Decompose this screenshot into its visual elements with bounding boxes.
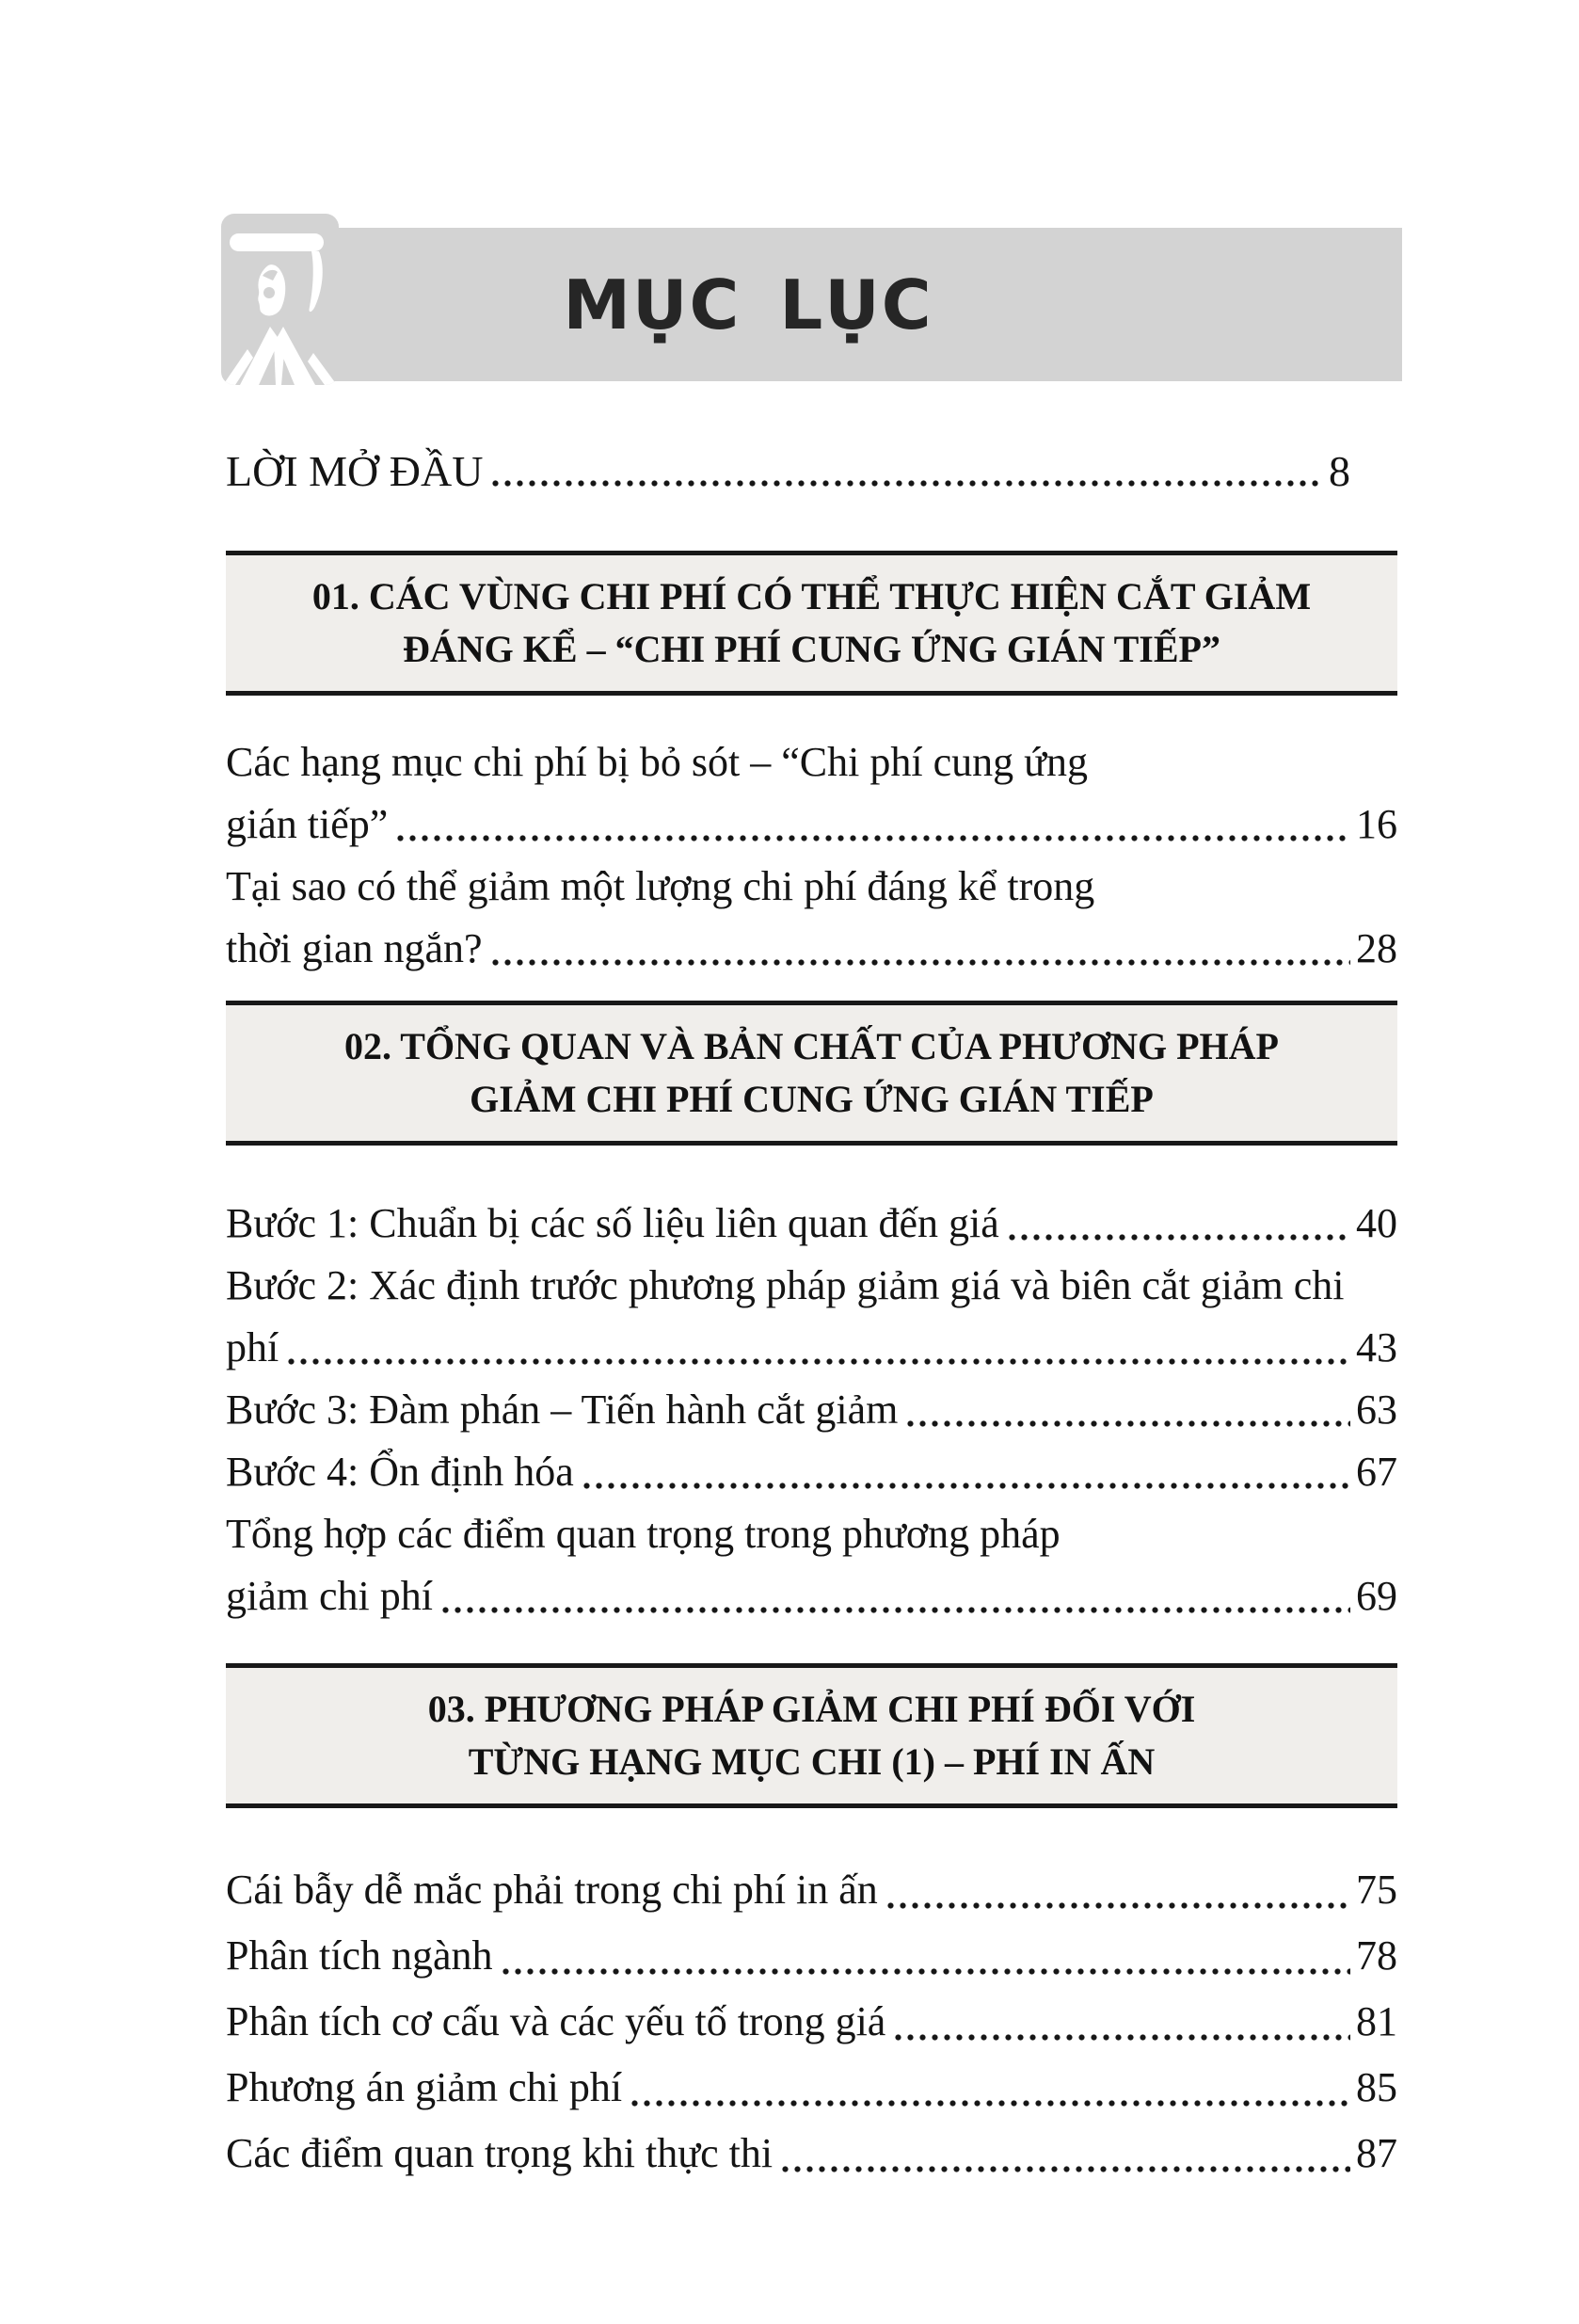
dot-leader [782, 2166, 1350, 2172]
section-title-line: 01. CÁC VÙNG CHI PHÍ CÓ THỂ THỰC HIỆN CẮT GIẢM [311, 575, 1312, 617]
page-number: 40 [1356, 1200, 1397, 1246]
section-03-entries [226, 1857, 1397, 2187]
section-title-line: GIẢM CHI PHÍ CUNG ỨNG GIÁN TIẾP [470, 1078, 1154, 1120]
section-02-entries [226, 1193, 1397, 1627]
page-number: 63 [1356, 1386, 1397, 1433]
toc-entry-label: gián tiếp” [226, 801, 389, 847]
dot-leader [502, 1968, 1350, 1975]
toc-entry [226, 856, 1397, 980]
toc-entry-label: Các điểm quan trọng khi thực thi [226, 2130, 774, 2176]
page-number: 67 [1356, 1449, 1397, 1495]
toc-entry-label: Tổng hợp các điểm quan trọng trong phương pháp [226, 1511, 1061, 1557]
dot-leader [895, 2034, 1350, 2041]
toc-entry-label: Bước 2: Xác định trước phương pháp giảm giá và biên cắt giảm chi [226, 1262, 1345, 1308]
toc-entry [226, 1379, 1397, 1441]
section-title-line: 02. TỔNG QUAN VÀ BẢN CHẤT CỦA PHƯƠNG PHÁP [343, 1025, 1279, 1067]
table-of-contents [226, 442, 1397, 2187]
section-01-entries [226, 731, 1397, 980]
dot-leader [492, 959, 1350, 966]
page-number: 8 [1329, 447, 1350, 495]
toc-entry-label: giảm chi phí [226, 1573, 433, 1619]
toc-entry [226, 2121, 1397, 2187]
page-number: 69 [1356, 1573, 1397, 1619]
toc-entry-label: Cái bẫy dễ mắc phải trong chi phí in ấn [226, 1867, 878, 1913]
section-heading-03 [226, 1663, 1397, 1808]
page-number: 87 [1356, 2130, 1397, 2176]
toc-entry [226, 2055, 1397, 2121]
toc-entry-label: Tại sao có thể giảm một lượng chi phí đáng kể trong [226, 863, 1095, 909]
toc-entry-line [226, 442, 1350, 501]
dot-leader [492, 480, 1323, 487]
toc-entry-label: Bước 3: Đàm phán – Tiến hành cắt giảm [226, 1386, 899, 1433]
dot-leader [907, 1420, 1350, 1427]
section-title-line: TỪNG HẠNG MỤC CHI (1) – PHÍ IN ẤN [468, 1740, 1156, 1783]
toc-entry-label: LỜI MỞ ĐẦU [226, 447, 484, 495]
dot-leader [397, 835, 1350, 841]
dot-leader [887, 1902, 1350, 1909]
page-number: 43 [1356, 1324, 1397, 1370]
dot-leader [1009, 1234, 1350, 1241]
toc-entry [226, 1503, 1397, 1627]
dot-leader [583, 1483, 1350, 1489]
dot-leader [442, 1607, 1350, 1613]
toc-entry-label: Phân tích ngành [226, 1932, 493, 1979]
section-heading-01 [226, 551, 1397, 696]
toc-entry-label: Phân tích cơ cấu và các yếu tố trong giá [226, 1998, 886, 2044]
toc-entry-label: Bước 4: Ổn định hóa [226, 1449, 574, 1495]
title-banner [235, 228, 1402, 381]
toc-entry-label: Bước 1: Chuẩn bị các số liệu liên quan đến giá [226, 1200, 999, 1246]
page-number: 78 [1356, 1932, 1397, 1979]
toc-entry [226, 1857, 1397, 1923]
dot-leader [631, 2100, 1350, 2107]
page-number: 81 [1356, 1998, 1397, 2044]
publisher-logo-icon [221, 214, 339, 385]
toc-entry-label: Phương án giảm chi phí [226, 2064, 623, 2110]
section-title-line: ĐÁNG KỂ – “CHI PHÍ CUNG ỨNG GIÁN TIẾP” [403, 628, 1220, 670]
page-number: 75 [1356, 1867, 1397, 1913]
dot-leader [288, 1358, 1350, 1365]
toc-entry-label: Các hạng mục chi phí bị bỏ sót – “Chi phí cung ứng [226, 739, 1088, 785]
page-number: 16 [1356, 801, 1397, 847]
toc-entry-label: phí [226, 1324, 279, 1370]
toc-entry [226, 1923, 1397, 1989]
section-title-line: 03. PHƯƠNG PHÁP GIẢM CHI PHÍ ĐỐI VỚI [427, 1688, 1196, 1730]
toc-entry-label: thời gian ngắn? [226, 925, 483, 971]
page-number: 28 [1356, 925, 1397, 971]
page-title: MỤC LỤC [563, 264, 933, 345]
toc-entry [226, 1255, 1397, 1379]
toc-entry [226, 1441, 1397, 1503]
toc-entry [226, 1193, 1397, 1255]
toc-entry [226, 442, 1397, 501]
page-number: 85 [1356, 2064, 1397, 2110]
toc-entry [226, 731, 1397, 856]
toc-entry [226, 1989, 1397, 2055]
section-heading-02 [226, 1001, 1397, 1146]
